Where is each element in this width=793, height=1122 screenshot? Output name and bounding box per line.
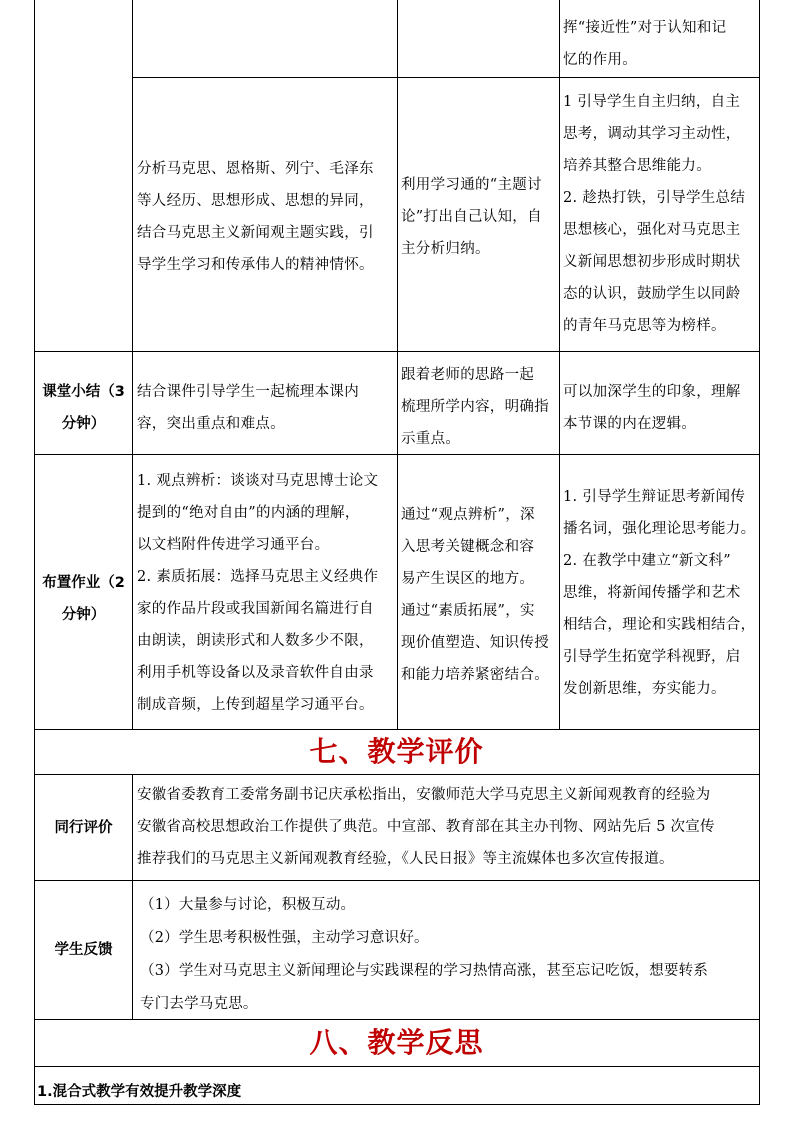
column-divider: [559, 0, 560, 729]
row-divider: [34, 774, 760, 775]
peer-evaluation-text: 安徽省委教育工委常务副书记庆承松指出，安徽师范大学马克思主义新闻观教育的经验为 安徽省高校思想政治工作提供了典范。中宣部、教育部在其主办刊物、网站先后 5 次宣传 推荐我们的马克思主义新闻观教育经验，《人民日报》等主流媒体也多次宣传报道。: [137, 787, 715, 867]
homework-design-intent: 1. 引导学生辩证思考新闻传 播名词，强化理论思考能力。 2. 在教学中建立“新文科” 思维，将新闻传播学和艺术 相结合，理论和实践相结合， 引导学生拓宽学科视野，启 发创新思维，夯实能力。: [563, 489, 756, 697]
summary-teacher-activity: 结合课件引导学生一起梳理本课内 容，突出重点和难点。: [137, 384, 359, 432]
row-divider: [34, 729, 760, 730]
summary-design-intent: 可以加深学生的印象，理解 本节课的内在逻辑。: [563, 384, 741, 432]
table-border-bottom: [34, 1104, 760, 1105]
analysis-design-intent: 1 引导学生自主归纳，自主 思考，调动其学习主动性， 培养其整合思维能力。 2. 趁热打铁，引导学生总结 思想核心，强化对马克思主 义新闻思想初步形成时期状 态的认识，鼓励学生以同龄 的青年马克思等为榜样。: [563, 94, 746, 334]
row-divider: [34, 454, 760, 455]
student-feedback-text: （1）大量参与讨论，积极互动。 （2）学生思考积极性强，主动学习意识好。 （3）学生对马克思主义新闻理论与实践课程的学习热情高涨，甚至忘记吃饭，想要转系 专门去学马克思。: [140, 897, 709, 1012]
column-divider: [132, 0, 133, 729]
section-heading-teaching-evaluation: 七、教学评价: [309, 735, 484, 768]
student-feedback-label: 学生反馈: [54, 942, 113, 958]
table-border-right: [759, 0, 760, 1105]
row-divider: [34, 351, 760, 352]
column-divider: [132, 774, 133, 1020]
peer-evaluation-label: 同行评价: [54, 820, 113, 836]
column-divider: [397, 0, 398, 729]
row-divider: [34, 880, 760, 881]
row-divider: [34, 1066, 760, 1067]
summary-row-label: 课堂小结（3 分钟）: [42, 384, 125, 432]
reflection-subheading: 1.混合式教学有效提升教学深度: [37, 1084, 242, 1100]
row-divider: [132, 77, 760, 78]
summary-student-activity: 跟着老师的思路一起 梳理所学内容，明确指 示重点。: [401, 367, 549, 447]
top-row-col4-text: 挥“接近性”对于认知和记 忆的作用。: [563, 20, 727, 68]
section-heading-teaching-reflection: 八、教学反思: [309, 1026, 484, 1059]
homework-student-activity: 通过“观点辨析”，深 入思考关键概念和容 易产生误区的地方。 通过“素质拓展”，实 现价值塑造、知识传授 和能力培养紧密结合。: [401, 507, 549, 683]
analysis-teacher-activity: 分析马克思、恩格斯、列宁、毛泽东 等人经历、思想形成、思想的异同， 结合马克思主义新闻观主题实践，引 导学生学习和传承伟人的精神情怀。: [137, 161, 374, 273]
homework-row-label: 布置作业（2 分钟）: [42, 575, 125, 623]
analysis-student-activity: 利用学习通的“主题讨 论”打出自己认知，自 主分析归纳。: [401, 177, 542, 257]
homework-teacher-activity: 1. 观点辨析：谈谈对马克思博士论文 提到的“绝对自由”的内涵的理解， 以文档附件传进学习通平台。 2. 素质拓展：选择马克思主义经典作 家的作品片段或我国新闻名篇进行自 由朗读，朗读形式和人数多少不限， 利用手机等设备以及录音软件自由录 制成音频，上传到超星学习通平台。: [137, 473, 379, 713]
